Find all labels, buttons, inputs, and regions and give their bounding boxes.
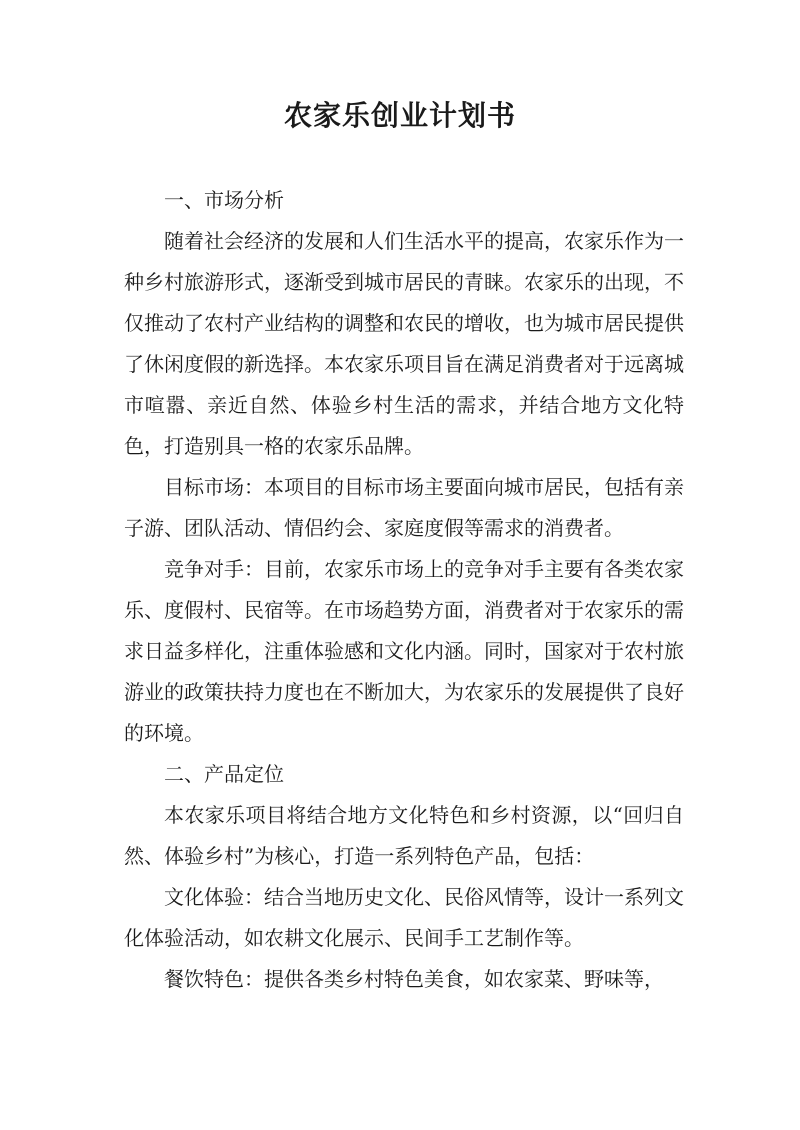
- paragraph-target-market: 目标市场：本项目的目标市场主要面向城市居民，包括有亲子游、团队活动、情侣约会、家庭度假等需求的消费者。: [124, 475, 684, 540]
- document-title: 农家乐创业计划书: [283, 99, 516, 132]
- section-heading-product-positioning: 二、产品定位: [164, 762, 284, 786]
- paragraph-product-intro: 本农家乐项目将结合地方文化特色和乡村资源，以“回归自然、体验乡村”为核心，打造一系列特色产品，包括：: [124, 803, 684, 868]
- paragraph-market-overview: 随着社会经济的发展和人们生活水平的提高，农家乐作为一种乡村旅游形式，逐渐受到城市居民的青睐。农家乐的出现，不仅推动了农村产业结构的调整和农民的增收，也为城市居民提供了休闲度假的新选择。本农家乐项目旨在满足消费者对于远离城市喧嚣、亲近自然、体验乡村生活的需求，并结合地方文化特色，打造别具一格的农家乐品牌。: [124, 229, 684, 458]
- section-heading-market-analysis: 一、市场分析: [164, 188, 284, 212]
- document-body: [124, 180, 684, 1000]
- paragraph-cultural-experience: 文化体验：结合当地历史文化、民俗风情等，设计一系列文化体验活动，如农耕文化展示、民间手工艺制作等。: [124, 885, 684, 950]
- paragraph-competitors: 竞争对手：目前，农家乐市场上的竞争对手主要有各类农家乐、度假村、民宿等。在市场趋势方面，消费者对于农家乐的需求日益多样化，注重体验感和文化内涵。同时，国家对于农村旅游业的政策扶持力度也在不断加大，为农家乐的发展提供了良好的环境。: [124, 557, 684, 745]
- paragraph-dining-features: 餐饮特色：提供各类乡村特色美食，如农家菜、野味等，: [164, 967, 664, 991]
